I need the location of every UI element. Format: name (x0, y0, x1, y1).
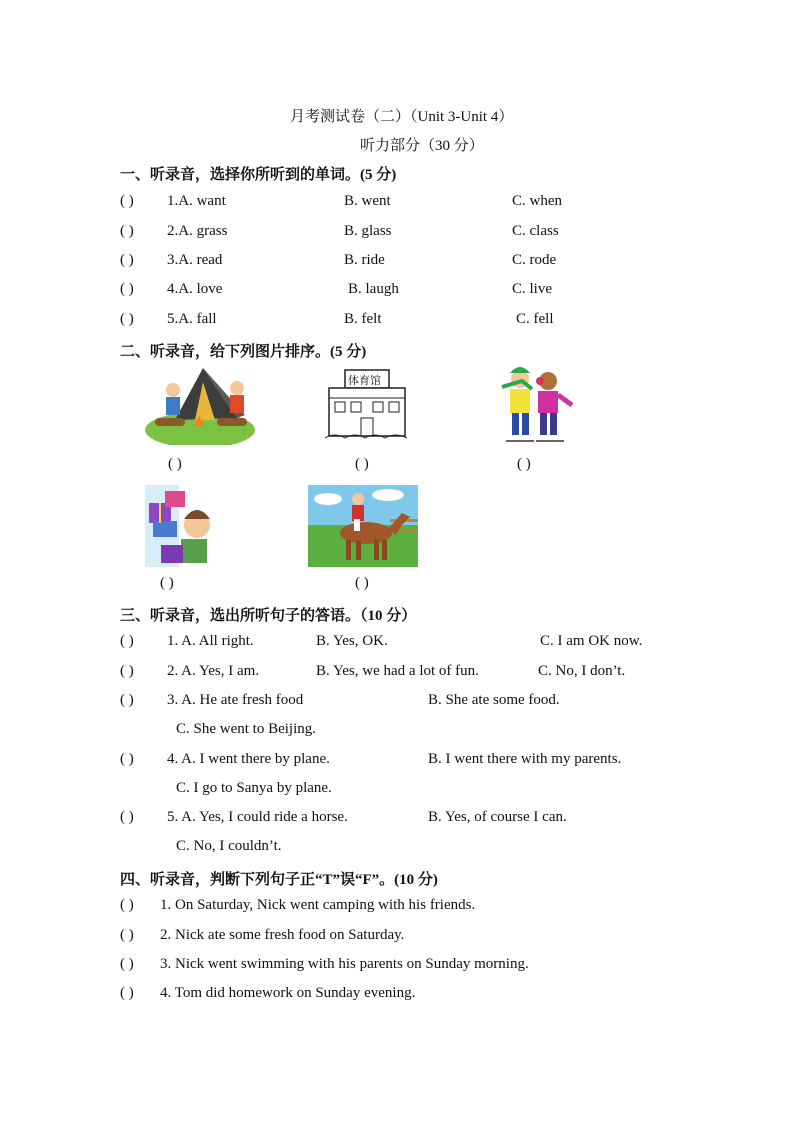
answer-paren: ( ) (120, 223, 134, 239)
option-c: C. fell (516, 311, 554, 327)
option-c: C. No, I don’t. (538, 663, 626, 679)
answer-paren: ( ) (120, 252, 134, 268)
answer-paren: ( ) (120, 633, 134, 649)
option-b: B. Yes, we had a lot of fun. (316, 663, 479, 679)
option-c: C. class (512, 223, 559, 239)
answer-paren: ( ) (517, 456, 531, 472)
option-a: 4. A. I went there by plane. (167, 751, 330, 767)
horse-riding-picture (308, 485, 418, 567)
answer-paren: ( ) (120, 692, 134, 708)
option-a: 5. A. Yes, I could ride a horse. (167, 809, 348, 825)
option-b: B. glass (344, 223, 392, 239)
section2-heading: 二、听录音，给下列图片排序。(5 分) (120, 344, 367, 360)
option-a: 3.A. read (167, 252, 223, 268)
option-c: C. I am OK now. (540, 633, 643, 649)
option-c: C. She went to Beijing. (176, 721, 316, 737)
option-b: B. She ate some food. (428, 692, 560, 708)
option-c: C. No, I couldn’t. (176, 838, 282, 854)
option-b: B. felt (344, 311, 382, 327)
camping-tent-picture (145, 360, 255, 445)
answer-paren: ( ) (160, 575, 174, 591)
option-a: 1. A. All right. (167, 633, 254, 649)
option-b: B. ride (344, 252, 385, 268)
answer-paren: ( ) (120, 193, 134, 209)
boy-with-gifts-picture (145, 485, 220, 567)
answer-paren: ( ) (120, 281, 134, 297)
statement-text: 1. On Saturday, Nick went camping with his friends. (160, 897, 476, 913)
statement-text: 4. Tom did homework on Sunday evening. (160, 985, 416, 1001)
gym-sign-text: 体育馆 (348, 374, 381, 387)
option-c: C. rode (512, 252, 557, 268)
ice-skating-picture (492, 363, 578, 451)
statement-text: 3. Nick went swimming with his parents on Sunday morning. (160, 956, 529, 972)
section4-heading: 四、听录音，判断下列句子正“T”误“F”。(10 分) (120, 872, 438, 888)
answer-paren: ( ) (355, 456, 369, 472)
option-b: B. Yes, of course I can. (428, 809, 567, 825)
option-b: B. laugh (348, 281, 399, 297)
option-a: 3. A. He ate fresh food (167, 692, 304, 708)
answer-paren: ( ) (120, 663, 134, 679)
option-c: C. live (512, 281, 552, 297)
option-a: 2. A. Yes, I am. (167, 663, 260, 679)
answer-paren: ( ) (168, 456, 182, 472)
gym-building-picture (323, 368, 411, 440)
answer-paren: ( ) (120, 956, 134, 972)
page-subtitle: 听力部分（30 分） (360, 138, 484, 154)
answer-paren: ( ) (120, 985, 134, 1001)
option-c: C. when (512, 193, 562, 209)
option-a: 4.A. love (167, 281, 223, 297)
option-a: 5.A. fall (167, 311, 217, 327)
option-a: 2.A. grass (167, 223, 228, 239)
option-a: 1.A. want (167, 193, 226, 209)
answer-paren: ( ) (120, 809, 134, 825)
answer-paren: ( ) (120, 751, 134, 767)
statement-text: 2. Nick ate some fresh food on Saturday. (160, 927, 405, 943)
answer-paren: ( ) (355, 575, 369, 591)
option-b: B. went (344, 193, 391, 209)
answer-paren: ( ) (120, 311, 134, 327)
answer-paren: ( ) (120, 927, 134, 943)
option-c: C. I go to Sanya by plane. (176, 780, 332, 796)
page-title: 月考测试卷（二）（Unit 3-Unit 4） (290, 109, 514, 125)
section1-heading: 一、听录音，选择你所听到的单词。(5 分) (120, 167, 397, 183)
section3-heading: 三、听录音，选出所听句子的答语。（10 分） (120, 608, 417, 624)
answer-paren: ( ) (120, 897, 134, 913)
option-b: B. I went there with my parents. (428, 751, 622, 767)
option-b: B. Yes, OK. (316, 633, 388, 649)
